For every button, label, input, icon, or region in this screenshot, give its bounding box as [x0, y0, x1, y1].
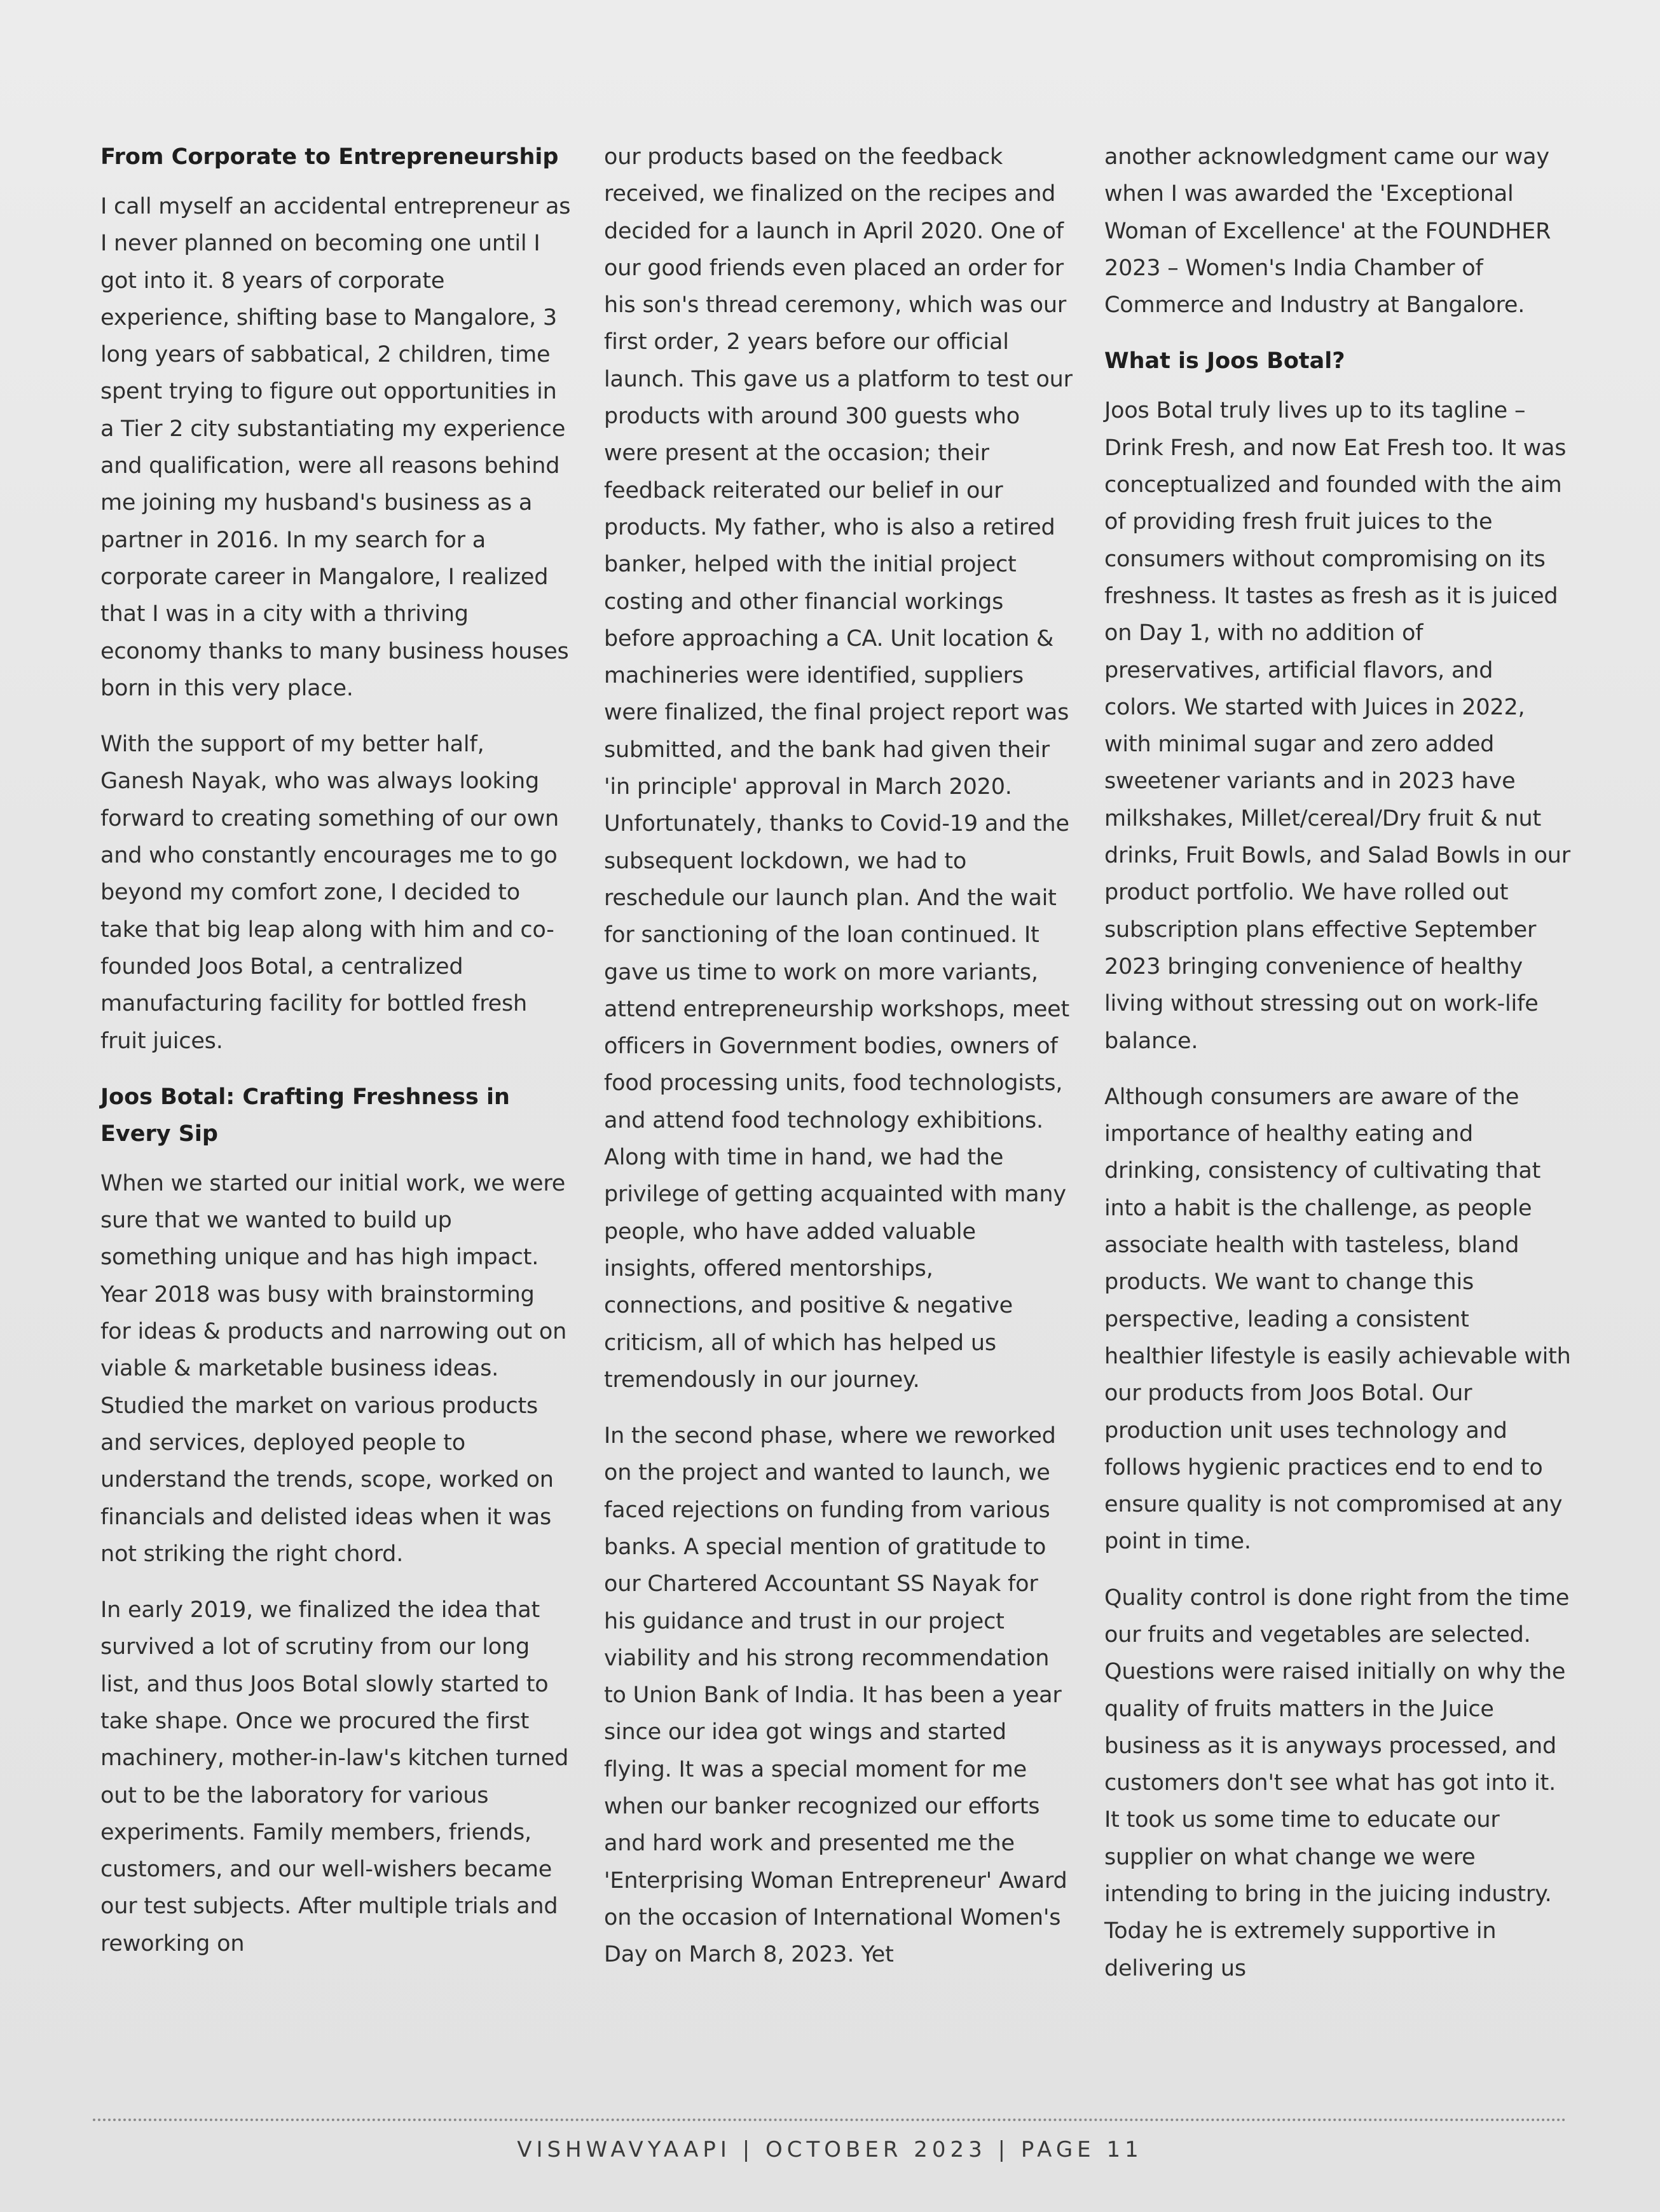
- paragraph-feedback-and-launch: our products based on the feedback received, we finalized on the recipes and decided for a launch in April 2020. One of our good friends even placed an order for his son's thread ceremony, which was our first order, 2 years before our official launch. This gave us a platform to test our products with around 300 guests who were present at the occasion; their feedback reiterated our belief in our products. My father, who is also a retired banker, helped with the initial project costing and other financial workings before approaching a CA. Unit location & machineries were identified, suppliers were finalized, the final project report was submitted, and the bank had given their 'in principle' approval in March 2020. Unfortunately, thanks to Covid-19 and the subsequent lockdown, we had to reschedule our launch plan. And the wait for sanctioning of the loan continued. It gave us time to work on more variants, attend entrepreneurship workshops, meet officers in Government bodies, owners of food processing units, food technologists, and attend food technology exhibitions. Along with time in hand, we had the privilege of getting acquainted with many people, who have added valuable insights, offered mentorships, connections, and positive & negative criticism, all of which has helped us tremendously in our journey.: [604, 144, 1073, 1393]
- page-footer: VISHWAVYAAPI | OCTOBER 2023 | PAGE 11: [517, 2137, 1143, 2162]
- paragraph-tagline: Joos Botal truly lives up to its tagline – Drink Fresh, and now Eat Fresh too. It was conceptualized and founded with the aim of providing fresh fruit juices to the consumers without compromising on its freshness. It tastes as fresh as it is juiced on Day 1, with no addition of preservatives, artificial flavors, and colors. We started with Juices in 2022, with minimal sugar and zero added sweetener variants and in 2023 have milkshakes, Millet/cereal/Dry fruit & nut drinks, Fruit Bowls, and Salad Bowls in our product portfolio. We have rolled out subscription plans effective September 2023 bringing convenience of healthy living without stressing out on work-life balance.: [1104, 398, 1570, 1054]
- section-heading-what-is-joos-botal: What is Joos Botal?: [1104, 348, 1345, 374]
- article-column-2: [604, 139, 1074, 1993]
- paragraph-acknowledgment: another acknowledgment came our way when I was awarded the 'Exceptional Woman of Excellence' at the FOUNDHER 2023 – Women's India Chamber of Commerce and Industry at Bangalore.: [1104, 144, 1551, 318]
- paragraph-initial-work: When we started our initial work, we were sure that we wanted to build up something unique and has high impact. Year 2018 was busy with brainstorming for ideas & products and narrowing out on viable & marketable business ideas. Studied the market on various products and services, deployed people to understand the trends, scope, worked on financials and delisted ideas when it was not striking the right chord.: [100, 1170, 567, 1567]
- paragraph-early-2019: In early 2019, we finalized the idea that survived a lot of scrutiny from our long list, and thus Joos Botal slowly started to take shape. Once we procured the first machinery, mother-in-law's kitchen turned out to be the laboratory for various experiments. Family members, friends, customers, and our well-wishers became our test subjects. After multiple trials and reworking on: [100, 1597, 569, 1956]
- paragraph-quality-control: Quality control is done right from the time our fruits and vegetables are selected. Questions were raised initially on why the quality of fruits matters in the Juice business as it is anyways processed, and customers don't see what has got into it. It took us some time to educate our supplier on what change we were intending to bring in the juicing industry. Today he is extremely supportive in delivering us: [1104, 1585, 1570, 1981]
- paragraph-better-half-support: With the support of my better half, Ganesh Nayak, who was always looking forward to creating something of our own and who constantly encourages me to go beyond my comfort zone, I decided to take that big leap along with him and co-founded Joos Botal, a centralized manufacturing facility for bottled fresh fruit juices.: [100, 732, 559, 1054]
- paragraph-accidental-entrepreneur: I call myself an accidental entrepreneur as I never planned on becoming one until I got into it. 8 years of corporate experience, shifting base to Mangalore, 3 long years of sabbatical, 2 children, time spent trying to figure out opportunities in a Tier 2 city substantiating my experience and qualification, were all reasons behind me joining my husband's business as a partner in 2016. In my search for a corporate career in Mangalore, I realized that I was in a city with a thriving economy thanks to many business houses born in this very place.: [100, 194, 571, 701]
- paragraph-second-phase: In the second phase, where we reworked on the project and wanted to launch, we faced rejections on funding from various banks. A special mention of gratitude to our Chartered Accountant SS Nayak for his guidance and trust in our project viability and his strong recommendation to Union Bank of India. It has been a year since our idea got wings and started flying. It was a special moment for me when our banker recognized our efforts and hard work and presented me the 'Enterprising Woman Entrepreneur' Award on the occasion of International Women's Day on March 8, 2023. Yet: [604, 1423, 1067, 1968]
- article-column-1: [100, 139, 571, 1981]
- section-heading-crafting-freshness: Joos Botal: Crafting Freshness in Every Sip: [100, 1084, 510, 1147]
- footer-dotted-divider: [93, 2119, 1567, 2121]
- paragraph-healthy-habits: Although consumers are aware of the importance of healthy eating and drinking, consistency of cultivating that into a habit is the challenge, as people associate health with tasteless, bland products. We want to change this perspective, leading a consistent healthier lifestyle is easily achievable with our products from Joos Botal. Our production unit uses technology and follows hygienic practices end to end to ensure quality is not compromised at any point in time.: [1104, 1084, 1571, 1555]
- section-heading-corporate-to-entrepreneurship: From Corporate to Entrepreneurship: [100, 144, 559, 170]
- article-column-3: [1104, 139, 1572, 2006]
